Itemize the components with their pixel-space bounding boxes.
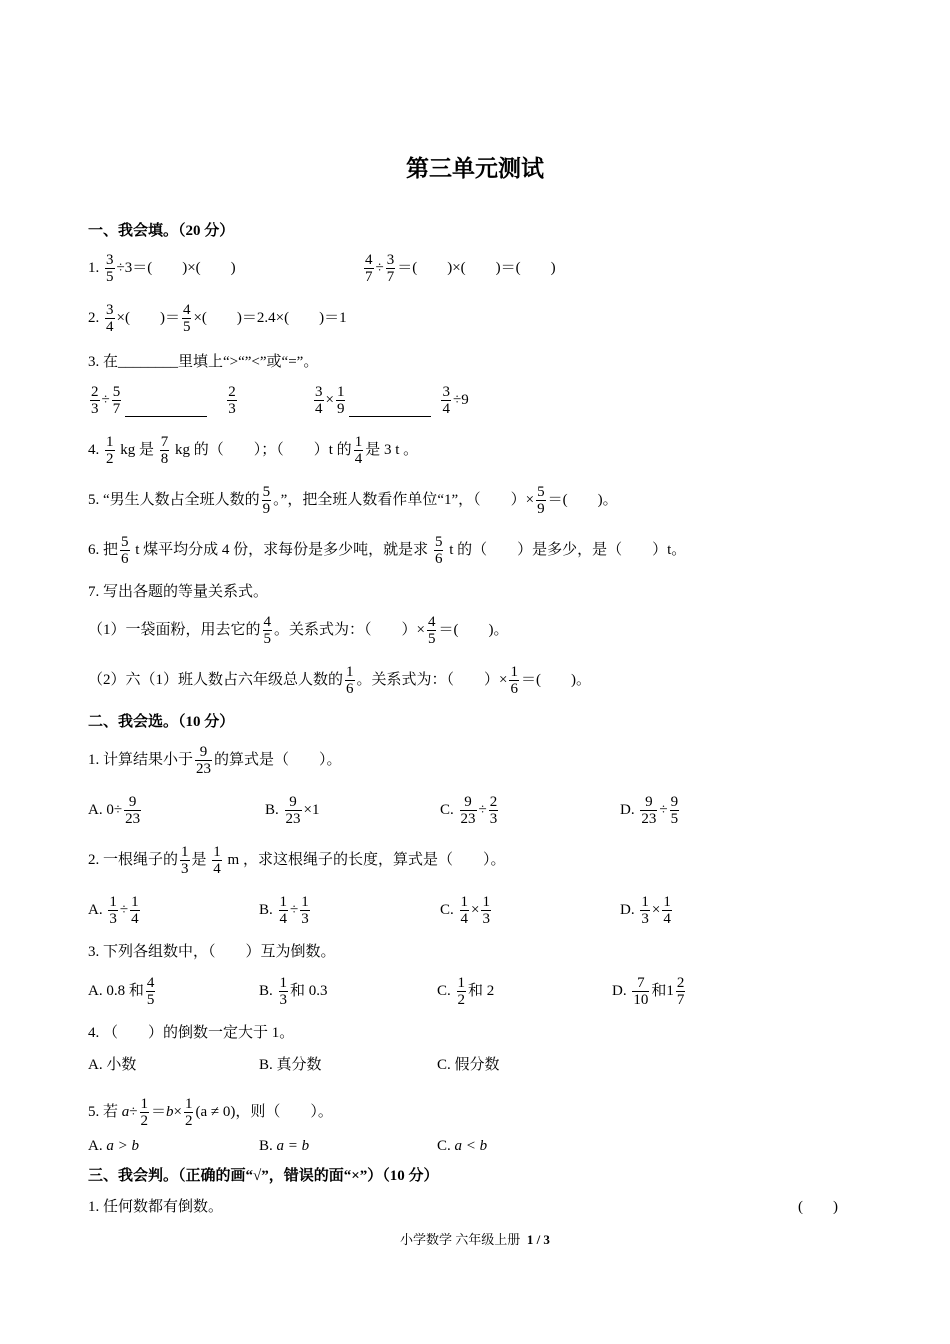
s1-q1: 1. $\frac{3}{5}$ ÷3＝( )×( ) — [88, 252, 236, 285]
s1-q7-2: （2）六（1）班人数占六年级总人数的 $\frac{1}{6}$ 。关系式为：（ ）× $\frac{1}{6}$ ＝( )。 — [88, 664, 591, 697]
section-3-heading: 三、我会判。（正确的画“√”，错误的面“×”）（10 分） — [88, 1168, 439, 1184]
s2-q5: 5. 若 a÷ $\frac{1}{2}$ ＝b× $\frac{1}{2}$ (a ≠ 0)，则（ ）。 — [88, 1096, 333, 1129]
s2-q3-option-b[interactable]: B. $\frac{1}{3}$ 和 0.3 — [259, 975, 328, 1008]
s2-q3-option-d[interactable]: D. $\frac{7}{10}$ 和1 $\frac{2}{7}$ — [612, 975, 685, 1008]
answer-blank — [349, 416, 431, 417]
s1-q2: 2. $\frac{3}{4}$ ×( )＝ $\frac{4}{5}$ ×( )＝2.4×( )＝1 — [88, 302, 347, 335]
fraction: $\frac{3}{5}$ — [106, 252, 114, 285]
page-title: 第三单元测试 — [406, 156, 544, 182]
s1-q3-left: $\frac{2}{3}$ ÷ $\frac{5}{7}$ $\frac{2}{3}$ — [91, 384, 236, 417]
s1-q1-part2: $\frac{4}{7}$ ÷ $\frac{3}{7}$ ＝( )×( )＝( ) — [365, 252, 556, 285]
s2-q1-option-b[interactable]: B. $\frac{9}{23}$ ×1 — [265, 794, 320, 827]
answer-paren[interactable]: ( ) — [798, 1199, 838, 1215]
page-number: 1 / 3 — [526, 1232, 550, 1247]
s2-q4-option-c[interactable]: C. 假分数 — [437, 1057, 500, 1073]
fraction: $\frac{3}{7}$ — [386, 252, 395, 285]
s2-q1-option-a[interactable]: A. 0÷ $\frac{9}{23}$ — [88, 794, 141, 827]
s2-q2-option-d[interactable]: D. $\frac{1}{3}$ × $\frac{1}{4}$ — [620, 894, 671, 927]
s2-q2: 2. 一根绳子的 $\frac{1}{3}$ 是 $\frac{1}{4}$ m ，求这根绳子的长度，算式是（ ）。 — [88, 844, 506, 877]
s2-q5-option-b[interactable]: B. a = b — [259, 1138, 310, 1154]
s2-q4-option-a[interactable]: A. 小数 — [88, 1057, 137, 1073]
s2-q2-option-c[interactable]: C. $\frac{1}{4}$ × $\frac{1}{3}$ — [440, 894, 490, 927]
s2-q3-option-c[interactable]: C. $\frac{1}{2}$ 和 2 — [437, 975, 495, 1008]
answer-blank — [125, 416, 207, 417]
s2-q4: 4. （ ）的倒数一定大于 1。 — [88, 1025, 295, 1041]
s1-q5: 5. “男生人数占全班人数的 $\frac{5}{9}$ 。”，把全班人数看作单位“1”，（ ）× $\frac{5}{9}$ ＝( )。 — [88, 484, 618, 517]
s1-q6: 6. 把 $\frac{5}{6}$ t 煤平均分成 4 份，求每份是多少吨，就是求 $\frac{5}{6}$ t 的（ ）是多少，是（ ）t。 — [88, 534, 687, 567]
s1-q3: 3. 在________里填上“>“”<”或“=”。 — [88, 354, 319, 370]
footer-text: 小学数学 六年级上册 — [400, 1232, 521, 1247]
s1-q7-1: （1）一袋面粉，用去它的 $\frac{4}{5}$ 。关系式为：（ ）× $\frac{4}{5}$ ＝( )。 — [88, 614, 509, 647]
s2-q1-option-c[interactable]: C. $\frac{9}{23}$ ÷ $\frac{2}{3}$ — [440, 794, 498, 827]
s2-q3: 3. 下列各组数中，（ ）互为倒数。 — [88, 944, 336, 960]
s2-q5-option-a[interactable]: A. a > b — [88, 1138, 139, 1154]
s2-q5-option-c[interactable]: C. a < b — [437, 1138, 488, 1154]
s2-q1-option-d[interactable]: D. $\frac{9}{23}$ ÷ $\frac{9}{5}$ — [620, 794, 679, 827]
section-1-heading: 一、我会填。（20 分） — [88, 223, 235, 239]
s3-q1: 1. 任何数都有倒数。 — [88, 1199, 224, 1215]
s1-q3-right: $\frac{3}{4}$ × $\frac{1}{9}$ $\frac{3}{4}$ ÷9 — [315, 384, 469, 417]
s2-q1: 1. 计算结果小于 $\frac{9}{23}$ 的算式是（ ）。 — [88, 744, 342, 777]
s2-q2-option-b[interactable]: B. $\frac{1}{4}$ ÷ $\frac{1}{3}$ — [259, 894, 309, 927]
section-2-heading: 二、我会选。（10 分） — [88, 714, 235, 730]
s1-q4: 4. $\frac{1}{2}$ kg 是 $\frac{7}{8}$ kg 的（ ）；（ ）t 的 $\frac{1}{4}$ 是 3 t 。 — [88, 434, 419, 467]
fraction: $\frac{4}{7}$ — [365, 252, 373, 285]
page-footer — [0, 1229, 950, 1248]
s1-q7: 7. 写出各题的等量关系式。 — [88, 584, 269, 600]
s2-q2-option-a[interactable]: A. $\frac{1}{3}$ ÷ $\frac{1}{4}$ — [88, 894, 139, 927]
s2-q4-option-b[interactable]: B. 真分数 — [259, 1057, 322, 1073]
s2-q3-option-a[interactable]: A. 0.8 和 $\frac{4}{5}$ — [88, 975, 155, 1008]
